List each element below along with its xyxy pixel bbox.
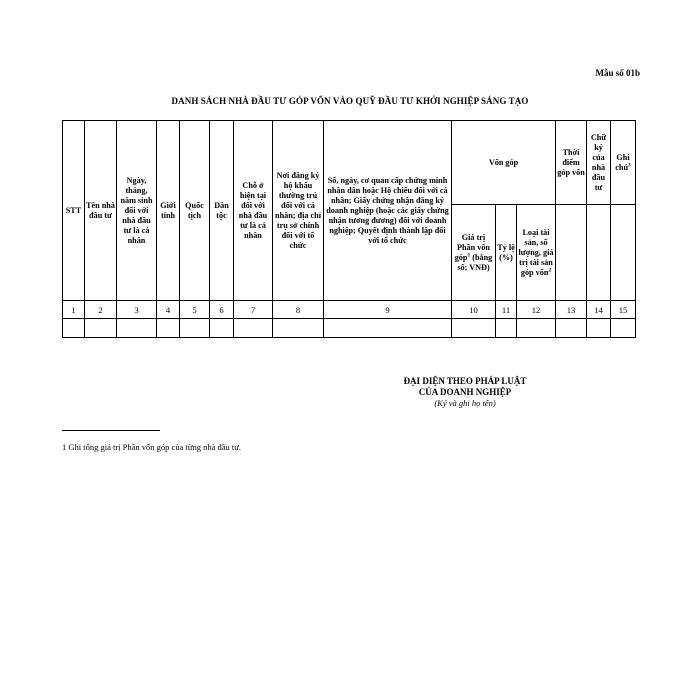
table-cell xyxy=(587,319,611,338)
table-cell xyxy=(273,319,324,338)
table-cell xyxy=(452,319,496,338)
table-cell xyxy=(157,319,180,338)
header-ratio: Tỷ lệ (%) xyxy=(496,205,517,301)
column-number: 2 xyxy=(85,301,117,319)
table-cell xyxy=(324,319,452,338)
header-signature-blank xyxy=(587,205,611,301)
column-number: 5 xyxy=(180,301,210,319)
table-row xyxy=(63,319,636,338)
footnote-ref-1: 1 xyxy=(467,251,471,258)
column-number: 8 xyxy=(273,301,324,319)
column-number: 3 xyxy=(117,301,157,319)
footnote-1: 1 Ghi tổng giá trị Phần vốn góp của từng nhà đầu tư. xyxy=(62,442,241,452)
representative-title-line2: CỦA DOANH NGHIỆP xyxy=(418,387,512,397)
table-cell xyxy=(180,319,210,338)
header-notes-blank xyxy=(611,205,636,301)
column-number: 7 xyxy=(234,301,273,319)
legal-representative-block xyxy=(380,376,550,409)
table-cell xyxy=(496,319,517,338)
header-notes xyxy=(611,121,636,205)
footnote-divider xyxy=(62,430,160,431)
table-cell xyxy=(63,319,85,338)
header-current-residence: Chỗ ở hiện tại đối với nhà đầu tư là cá nhân xyxy=(234,121,273,301)
column-number: 12 xyxy=(517,301,556,319)
table-cell xyxy=(234,319,273,338)
column-number: 13 xyxy=(556,301,587,319)
table-cell xyxy=(210,319,234,338)
table-cell xyxy=(117,319,157,338)
header-registered-address: Nơi đăng ký hộ khẩu thường trú đối với cá nhân; địa chỉ trụ sở chính đối với tổ chức xyxy=(273,121,324,301)
form-code: Mẫu số 01b xyxy=(595,68,640,78)
header-contribution-time: Thời điểm góp vốn xyxy=(556,121,587,205)
investor-table xyxy=(62,120,636,338)
header-investor-name: Tên nhà đầu tư xyxy=(85,121,117,301)
column-number: 11 xyxy=(496,301,517,319)
header-birth-date: Ngày, tháng, năm sinh đối với nhà đầu tư là cá nhân xyxy=(117,121,157,301)
column-number: 14 xyxy=(587,301,611,319)
column-number: 15 xyxy=(611,301,636,319)
column-number: 1 xyxy=(63,301,85,319)
header-id-documents: Số, ngày, cơ quan cấp chứng minh nhân dân hoặc Hộ chiếu đối với cá nhân; Giấy chứng nhận đăng ký doanh nghiệp (hoặc các giấy chứng nhận tương đương) đối với doanh nghiệp; Quyết định thành lập đối với tổ chức xyxy=(324,121,452,301)
header-asset-type xyxy=(517,205,556,301)
header-ethnicity: Dân tộc xyxy=(210,121,234,301)
header-nationality: Quốc tịch xyxy=(180,121,210,301)
table-cell xyxy=(85,319,117,338)
table-cell xyxy=(611,319,636,338)
header-signature: Chữ ký của nhà đầu tư xyxy=(587,121,611,205)
document-title: DANH SÁCH NHÀ ĐẦU TƯ GÓP VỐN VÀO QUỸ ĐẦU TƯ KHỞI NGHIỆP SÁNG TẠO xyxy=(171,96,529,106)
header-capital-value-unit: (bằng số; VNĐ) xyxy=(457,252,493,272)
column-number: 6 xyxy=(210,301,234,319)
table-cell xyxy=(556,319,587,338)
column-number-row xyxy=(63,301,636,319)
column-number: 10 xyxy=(452,301,496,319)
signature-instruction: (Ký và ghi họ tên) xyxy=(434,398,496,408)
header-capital-group: Vốn góp xyxy=(452,121,556,205)
header-asset-type-text: Loại tài sản, số lượng, giá trị tài sản góp vốn xyxy=(518,227,554,277)
footnote-ref-2: 2 xyxy=(548,266,552,273)
representative-title-line1: ĐẠI DIỆN THEO PHÁP LUẬT xyxy=(403,376,527,386)
header-capital-value-text: Giá trị Phần vốn góp xyxy=(454,232,490,262)
header-capital-value xyxy=(452,205,496,301)
footnote-ref-3: 3 xyxy=(628,161,631,168)
header-gender: Giới tính xyxy=(157,121,180,301)
table-cell xyxy=(517,319,556,338)
header-contribution-time-blank xyxy=(556,205,587,301)
header-stt: STT xyxy=(63,121,85,301)
column-number: 9 xyxy=(324,301,452,319)
column-number: 4 xyxy=(157,301,180,319)
header-notes-text: Ghi chú xyxy=(615,152,630,172)
